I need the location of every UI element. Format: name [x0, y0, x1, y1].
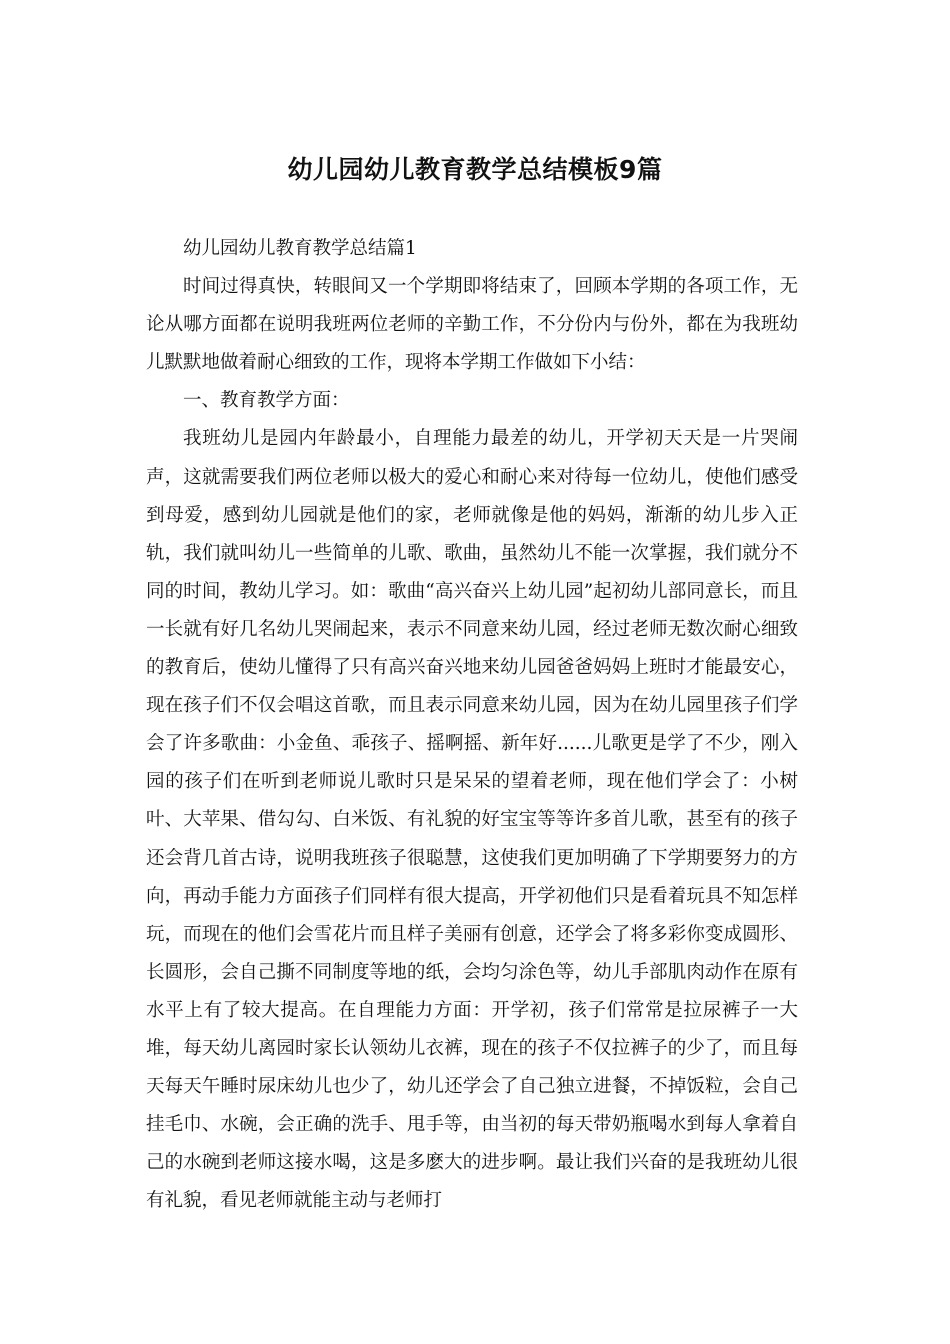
section-heading-education: 一、教育教学方面：: [183, 390, 350, 412]
document-title: 幼儿园幼儿教育教学总结模板9篇: [287, 155, 663, 184]
section-heading-part1: 幼儿园幼儿教育教学总结篇1: [183, 238, 417, 259]
document-body: [146, 230, 798, 1220]
intro-paragraph: 时间过得真快，转眼间又一个学期即将结束了，回顾本学期的各项工作，无论从哪方面都在说明我班两位老师的辛勤工作，不分份内与份外，都在为我班幼儿默默地做着耐心细致的工作，现将本学期工作做如下小结：: [146, 276, 798, 374]
education-paragraph: 我班幼儿是园内年龄最小，自理能力最差的幼儿，开学初天天是一片哭闹声，这就需要我们两位老师以极大的爱心和耐心来对待每一位幼儿，使他们感受到母爱，感到幼儿园就是他们的家，老师就像是他的妈妈，渐渐的幼儿步入正轨，我们就叫幼儿一些简单的儿歌、歌曲，虽然幼儿不能一次掌握，我们就分不同的时间，教幼儿学习。如：歌曲“高兴奋兴上幼儿园”起初幼儿部同意长，而且一长就有好几名幼儿哭闹起来，表示不同意来幼儿园，经过老师无数次耐心细致的教育后，使幼儿懂得了只有高兴奋兴地来幼儿园爸爸妈妈上班时才能最安心，现在孩子们不仅会唱这首歌，而且表示同意来幼儿园，因为在幼儿园里孩子们学会了许多歌曲：小金鱼、乖孩子、摇啊摇、新年好......儿歌更是学了不少，刚入园的孩子们在听到老师说儿歌时只是呆呆的望着老师，现在他们学会了：小树叶、大苹果、借勾勾、白米饭、有礼貌的好宝宝等等许多首儿歌，甚至有的孩子还会背几首古诗，说明我班孩子很聪慧，这使我们更加明确了下学期要努力的方向，再动手能力方面孩子们同样有很大提高，开学初他们只是看着玩具不知怎样玩，而现在的他们会雪花片而且样子美丽有创意，还学会了将多彩你变成圆形、长圆形，会自己撕不同制度等地的纸，会均匀涂色等，幼儿手部肌肉动作在原有水平上有了较大提高。在自理能力方面：开学初，孩子们常常是拉尿裤子一大堆，每天幼儿离园时家长认领幼儿衣裤，现在的孩子不仅拉裤子的少了，而且每天每天午睡时尿床幼儿也少了，幼儿还学会了自己独立进餐，不掉饭粒，会自己挂毛巾、水碗，会正确的洗手、甩手等，由当初的每天带奶瓶喝水到每人拿着自己的水碗到老师这接水喝，这是多麽大的进步啊。最让我们兴奋的是我班幼儿很有礼貌，看见老师就能主动与老师打: [146, 428, 798, 1212]
